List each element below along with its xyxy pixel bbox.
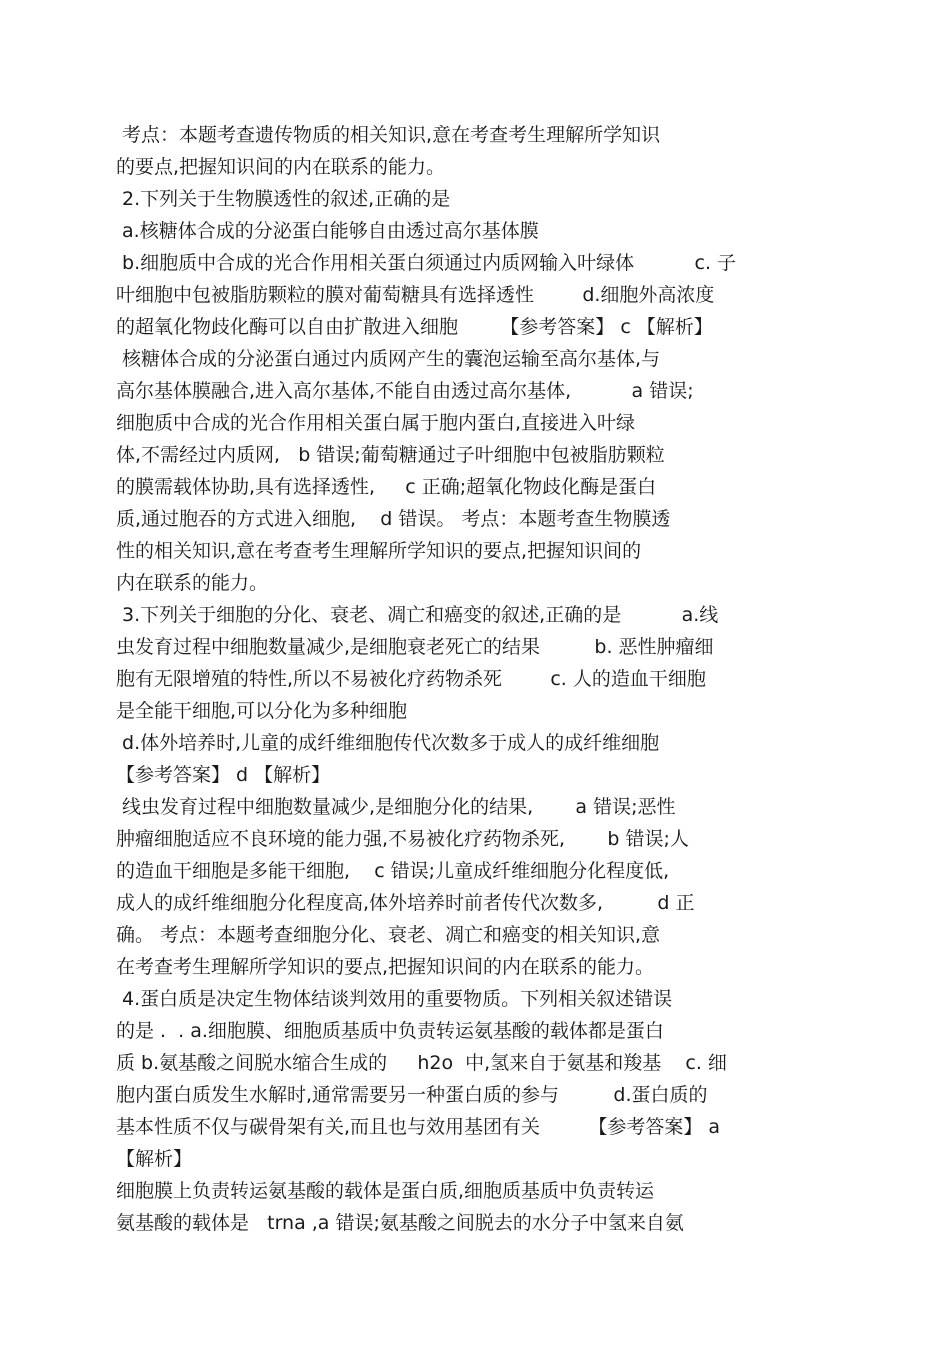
- text-line: 细胞质中合成的光合作用相关蛋白属于胞内蛋白,直接进入叶绿: [116, 412, 636, 434]
- text-line: 的超氧化物歧化酶可以自由扩散进入细胞 【参考答案】 c 【解析】: [116, 316, 713, 338]
- text-line: 在考查考生理解所学知识的要点,把握知识间的内在联系的能力。: [116, 956, 655, 978]
- text-line: d.体外培养时,儿童的成纤维细胞传代次数多于成人的成纤维细胞: [116, 732, 660, 754]
- text-line: 体,不需经过内质网, b 错误;葡萄糖通过子叶细胞中包被脂肪颗粒: [116, 444, 665, 466]
- text-line: 虫发育过程中细胞数量减少,是细胞衰老死亡的结果 b. 恶性肿瘤细: [116, 636, 714, 658]
- text-line: 核糖体合成的分泌蛋白通过内质网产生的囊泡运输至高尔基体,与: [116, 348, 661, 370]
- text-line: 3.下列关于细胞的分化、衰老、凋亡和癌变的叙述,正确的是 a.线: [116, 604, 719, 626]
- text-line: 的是 . . a.细胞膜、细胞质基质中负责转运氨基酸的载体都是蛋白: [116, 1020, 664, 1042]
- text-line: 成人的成纤维细胞分化程度高,体外培养时前者传代次数多, d 正: [116, 892, 695, 914]
- text-line: 的膜需载体协助,具有选择透性, c 正确;超氧化物歧化酶是蛋白: [116, 476, 657, 498]
- text-line: 内在联系的能力。: [116, 572, 269, 594]
- text-line: 胞有无限增殖的特性,所以不易被化疗药物杀死 c. 人的造血干细胞: [116, 668, 706, 690]
- text-line: 确。 考点：本题考查细胞分化、衰老、凋亡和癌变的相关知识,意: [116, 924, 661, 946]
- text-line: 2.下列关于生物膜透性的叙述,正确的是: [116, 188, 451, 210]
- text-line: b.细胞质中合成的光合作用相关蛋白须通过内质网输入叶绿体 c. 子: [116, 252, 737, 274]
- text-line: 氨基酸的载体是 trna ,a 错误;氨基酸之间脱去的水分子中氢来自氨: [116, 1212, 684, 1234]
- text-line: 考点：本题考查遗传物质的相关知识,意在考查考生理解所学知识: [116, 124, 661, 146]
- text-line: 细胞膜上负责转运氨基酸的载体是蛋白质,细胞质基质中负责转运: [116, 1180, 655, 1202]
- text-line: 胞内蛋白质发生水解时,通常需要另一种蛋白质的参与 d.蛋白质的: [116, 1084, 708, 1106]
- text-line: 的造血干细胞是多能干细胞, c 错误;儿童成纤维细胞分化程度低,: [116, 860, 670, 882]
- text-line: 质,通过胞吞的方式进入细胞, d 错误。 考点：本题考查生物膜透: [116, 508, 671, 530]
- text-line: 的要点,把握知识间的内在联系的能力。: [116, 156, 446, 178]
- text-line: 高尔基体膜融合,进入高尔基体,不能自由透过高尔基体, a 错误;: [116, 380, 694, 402]
- text-line: 【解析】: [116, 1148, 193, 1170]
- text-line: 肿瘤细胞适应不良环境的能力强,不易被化疗药物杀死, b 错误;人: [116, 828, 689, 850]
- text-line: 线虫发育过程中细胞数量减少,是细胞分化的结果, a 错误;恶性: [116, 796, 676, 818]
- text-line: 性的相关知识,意在考查考生理解所学知识的要点,把握知识间的: [116, 540, 642, 562]
- text-line: 质 b.氨基酸之间脱水缩合生成的 h2o 中,氢来自于氨基和羧基 c. 细: [116, 1052, 727, 1074]
- text-line: 是全能干细胞,可以分化为多种细胞: [116, 700, 408, 722]
- text-line: 【参考答案】 d 【解析】: [116, 764, 331, 786]
- text-line: a.核糖体合成的分泌蛋白能够自由透过高尔基体膜: [116, 220, 539, 242]
- text-line: 基本性质不仅与碳骨架有关,而且也与效用基团有关 【参考答案】 a: [116, 1116, 721, 1138]
- text-line: 4.蛋白质是决定生物体结谈判效用的重要物质。下列相关叙述错误: [116, 988, 673, 1010]
- text-line: 叶细胞中包被脂肪颗粒的膜对葡萄糖具有选择透性 d.细胞外高浓度: [116, 284, 715, 306]
